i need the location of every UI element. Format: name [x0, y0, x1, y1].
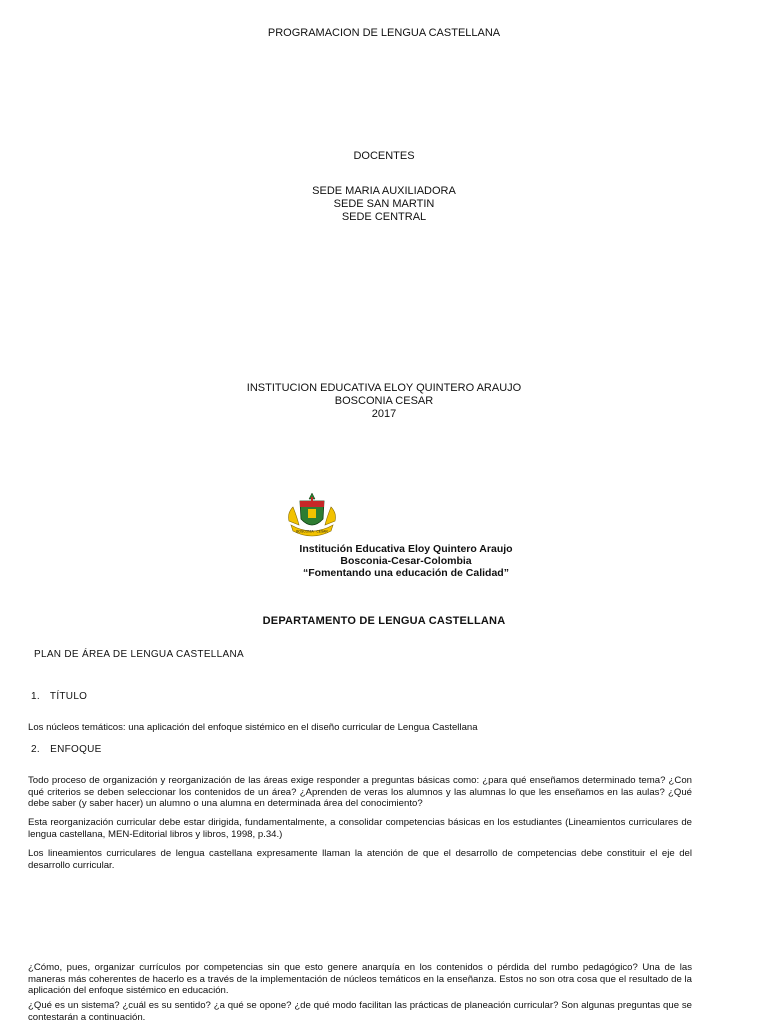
- docentes-heading: DOCENTES: [353, 150, 415, 162]
- department-heading: DEPARTAMENTO DE LENGUA CASTELLANA: [262, 615, 506, 627]
- institution-location: BOSCONIA CESAR: [334, 395, 434, 407]
- institution-block: [0, 382, 768, 421]
- section-number: 1.: [31, 691, 40, 702]
- section-label: TÍTULO: [49, 691, 88, 702]
- section-heading-titulo: [31, 690, 87, 703]
- titulo-text: Los núcleos temáticos: una aplicación del enfoque sistémico en el diseño curricular de Lengua Castellana: [28, 722, 478, 733]
- paragraph: Los lineamientos curriculares de lengua castellana expresamente llaman la atención de que el desarrollo de competencias debe constituir el eje del desarrollo curricular.: [28, 848, 692, 871]
- logo-ribbon-text: BOSCONIA - CESAR: [296, 529, 328, 534]
- institution-name: INSTITUCION EDUCATIVA ELOY QUINTERO ARAUJO: [246, 382, 522, 394]
- section-heading-enfoque: [31, 743, 102, 756]
- sede-item: SEDE SAN MARTIN: [333, 198, 435, 210]
- section-label: ENFOQUE: [50, 744, 102, 755]
- sede-item: SEDE MARIA AUXILIADORA: [312, 185, 456, 197]
- paragraph: Esta reorganización curricular debe estar dirigida, fundamentalmente, a consolidar competencias básicas en los estudiantes (Lineamientos curriculares de lengua castellana, MEN-Editorial libros y libros, 1998, p.34.): [28, 817, 692, 840]
- sede-item: SEDE CENTRAL: [341, 211, 427, 223]
- institution-header: [276, 543, 536, 579]
- institution-header-name: Institución Educativa Eloy Quintero Araujo: [299, 543, 513, 555]
- school-crest-logo: [285, 491, 339, 539]
- sedes-list: [0, 185, 768, 224]
- section-number: 2.: [31, 744, 40, 755]
- document-title: PROGRAMACION DE LENGUA CASTELLANA: [267, 27, 501, 39]
- institution-header-place: Bosconia-Cesar-Colombia: [340, 555, 472, 567]
- institution-motto: “Fomentando una educación de Calidad”: [303, 567, 509, 579]
- paragraph: ¿Cómo, pues, organizar currículos por competencias sin que esto genere anarquía en los contenidos o pérdida del rumbo pedagógico? Una de las maneras más coherentes de hacerlo es a través de la implementación de núcleos temáticos en la enseñanza. Estos no son otra cosa que el resultado de la aplicación del enfoque sistémico en educación.: [28, 962, 692, 996]
- paragraph: ¿Qué es un sistema? ¿cuál es su sentido? ¿a qué se opone? ¿de qué modo facilitan las prácticas de planeación curricular? Son algunas preguntas que se contestarán a continuación.: [28, 1000, 692, 1023]
- plan-heading: PLAN DE ÁREA DE LENGUA CASTELLANA: [34, 649, 244, 660]
- document-year: 2017: [371, 408, 397, 420]
- paragraph: Todo proceso de organización y reorganización de las áreas exige responder a preguntas básicas como: ¿para qué enseñamos determinado tema? ¿Con qué criterios se deben seleccionar los contenidos de un área? ¿Aprenden de veras los alumnos y las alumnas lo que les enseñamos en las aulas? ¿Qué debe saber (y saber hacer) un alumno o una alumna en determinada área del conocimiento?: [28, 775, 692, 809]
